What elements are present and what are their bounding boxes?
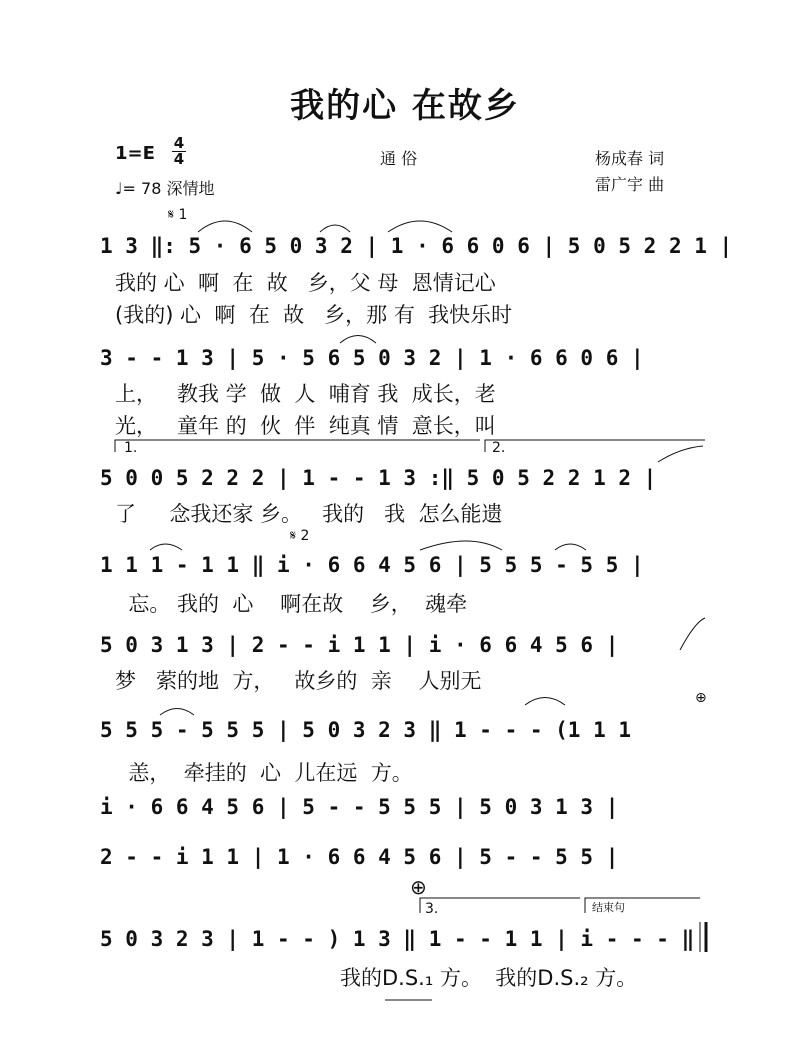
notation-row-2: 3 - - 1 3 | 5 · 5 6 5 0 3 2 | 1 · 6 6 0 6 | <box>100 346 644 370</box>
lyricist: 杨成春 词 <box>595 149 665 168</box>
lyric-row-9: 我的D.S.₁ 方。 我的D.S.₂ 方。 <box>340 966 638 990</box>
tempo-text: = 78 深情地 <box>122 179 215 198</box>
notation-row-8: 2 - - i 1 1 | 1 · 6 6 4 5 6 | 5 - - 5 5 | <box>100 845 619 869</box>
time-sig-top: 4 <box>173 134 185 152</box>
lyric-row-6: 恙， 牵挂的 心 儿在远 方。 <box>115 761 413 785</box>
lyric-row-4: 忘。 我的 心 啊在故 乡， 魂牵 <box>115 592 468 616</box>
lyric-row-1a: 我的 心 啊 在 故 乡，父 母 恩情记心 <box>115 271 496 295</box>
coda-icon: ⊕ <box>410 875 427 899</box>
notation-row-7: i · 6 6 4 5 6 | 5 - - 5 5 5 | 5 0 3 1 3 | <box>100 795 619 819</box>
composer: 雷广宇 曲 <box>595 175 665 194</box>
notation-row-1: 1 3 ‖: 5 · 6 5 0 3 2 | 1 · 6 6 0 6 | 5 0 5 2 2 1 | <box>100 234 733 258</box>
volta-1-label: 1. <box>124 440 138 456</box>
notation-row-4: 1 1 1 - 1 1 ‖ i · 6 6 4 5 6 | 5 5 5 - 5 5 | <box>100 553 644 577</box>
volta-2-label: 2. <box>492 440 506 456</box>
notation-row-9: 5 0 3 2 3 | 1 - - ) 1 3 ‖ 1 - - 1 1 | i - - - ‖ <box>100 927 695 951</box>
volta-3-label: 3. <box>425 901 439 917</box>
lyric-row-2b: 光， 童年 的 伙 伴 纯真 情 意长，叫 <box>115 414 496 438</box>
coda-icon-2: ⊕ <box>695 690 707 706</box>
segno-1: 𝄋 1 <box>168 207 188 223</box>
song-title: 我的心 在故乡 <box>290 86 520 126</box>
notation-row-3: 5 0 0 5 2 2 2 | 1 - - 1 3 :‖ 5 0 5 2 2 1 2 | <box>100 466 657 490</box>
lyric-row-3: 了 念我还家 乡。 我的 我 怎么能遗 <box>115 502 503 526</box>
key-signature: 1=E <box>115 143 155 164</box>
lyric-row-1b: (我的) 心 啊 在 故 乡，那 有 我快乐时 <box>115 303 513 327</box>
lyric-row-5: 梦 萦的地 方， 故乡的 亲 人别无 <box>115 669 482 693</box>
lyric-row-2a: 上， 教我 学 做 人 哺育 我 成长，老 <box>115 382 496 406</box>
time-sig-bottom: 4 <box>173 150 185 168</box>
notation-row-5: 5 0 3 1 3 | 2 - - i 1 1 | i · 6 6 4 5 6 | <box>100 633 619 657</box>
notation-row-6: 5 5 5 - 5 5 5 | 5 0 3 2 3 ‖ 1 - - - (1 1 1 <box>100 718 632 742</box>
style-label: 通 俗 <box>380 149 418 168</box>
segno-2: 𝄋 2 <box>290 528 310 544</box>
ending-label: 结束句 <box>592 901 625 914</box>
quarter-note-icon: ♩ <box>115 179 123 198</box>
